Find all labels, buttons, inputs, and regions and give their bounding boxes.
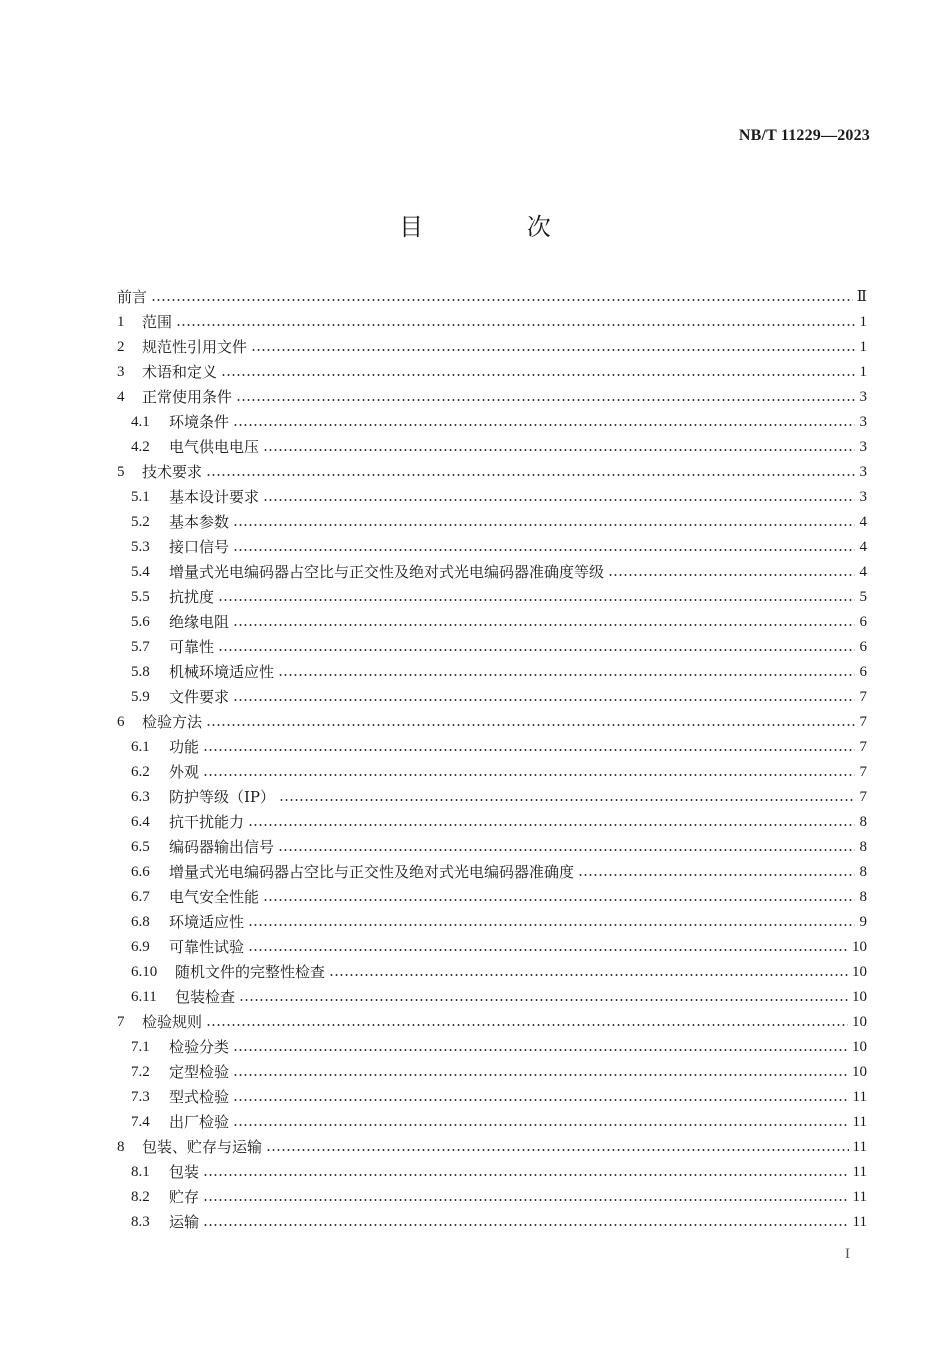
toc-entry-label: 贮存	[169, 1188, 200, 1206]
toc-entry-label: 定型检验	[169, 1063, 230, 1081]
toc-entry[interactable]	[117, 310, 867, 335]
toc-entry-number: 5	[117, 464, 125, 480]
toc-entry-label: 基本设计要求	[169, 488, 260, 506]
toc-entry[interactable]	[117, 1085, 867, 1110]
toc-entry[interactable]	[117, 1060, 867, 1085]
toc-entry-label: 检验分类	[169, 1038, 230, 1056]
toc-entry-number: 7.4	[131, 1114, 150, 1130]
toc-dot-leader	[203, 1199, 849, 1201]
toc-entry-label: 机械环境适应性	[169, 663, 275, 681]
toc-entry[interactable]	[117, 810, 867, 835]
toc-entry-page: 6	[859, 614, 867, 630]
toc-dot-leader	[233, 1049, 848, 1051]
toc-dot-leader	[251, 349, 855, 351]
toc-entry[interactable]	[117, 860, 867, 885]
toc-entry[interactable]	[117, 635, 867, 660]
toc-entry-label: 功能	[169, 738, 200, 756]
toc-entry[interactable]	[117, 1135, 867, 1160]
toc-entry[interactable]	[117, 535, 867, 560]
toc-entry-page: 4	[859, 539, 867, 555]
toc-entry-label: 电气供电电压	[169, 438, 260, 456]
toc-entry-number: 6.3	[131, 789, 150, 805]
toc-entry-page: 6	[859, 639, 867, 655]
toc-entry-page: 10	[852, 1064, 867, 1080]
toc-entry-number: 8.3	[131, 1214, 150, 1230]
toc-entry-page: 1	[859, 314, 867, 330]
toc-entry-number: 6.4	[131, 814, 150, 830]
toc-entry-label: 包装、贮存与运输	[142, 1138, 263, 1156]
toc-entry[interactable]	[117, 885, 867, 910]
toc-dot-leader	[221, 374, 855, 376]
toc-dot-leader	[279, 799, 855, 801]
toc-entry-page: 4	[859, 564, 867, 580]
toc-entry-page: 11	[852, 1089, 867, 1105]
toc-entry-page: 11	[852, 1189, 867, 1205]
toc-entry-number: 7	[117, 1014, 125, 1030]
toc-entry-page: 9	[859, 914, 867, 930]
toc-entry-number: 5.9	[131, 689, 150, 705]
toc-entry[interactable]	[117, 785, 867, 810]
toc-dot-leader	[266, 1149, 849, 1151]
toc-entry-label: 运输	[169, 1213, 200, 1231]
toc-entry[interactable]	[117, 1110, 867, 1135]
toc-entry-page: 3	[859, 439, 867, 455]
toc-dot-leader	[263, 449, 855, 451]
toc-entry[interactable]	[117, 410, 867, 435]
toc-entry-number: 4.1	[131, 414, 150, 430]
toc-entry-number: 5.4	[131, 564, 150, 580]
toc-dot-leader	[233, 1124, 849, 1126]
toc-dot-leader	[206, 724, 855, 726]
toc-entry-number: 5.3	[131, 539, 150, 555]
toc-entry-page: Ⅱ	[856, 289, 867, 305]
toc-entry[interactable]	[117, 460, 867, 485]
toc-entry[interactable]	[117, 610, 867, 635]
toc-dot-leader	[263, 899, 855, 901]
toc-entry-label: 绝缘电阻	[169, 613, 230, 631]
toc-entry-page: 8	[859, 889, 867, 905]
toc-entry[interactable]	[117, 560, 867, 585]
toc-entry-page: 1	[859, 364, 867, 380]
toc-entry-label: 检验规则	[142, 1013, 203, 1031]
toc-dot-leader	[578, 874, 855, 876]
toc-entry[interactable]	[117, 685, 867, 710]
toc-entry-number: 6.8	[131, 914, 150, 930]
toc-dot-leader	[233, 1074, 848, 1076]
toc-entry-label: 增量式光电编码器占空比与正交性及绝对式光电编码器准确度等级	[169, 563, 605, 581]
toc-entry-label: 可靠性	[169, 638, 215, 656]
toc-entry-label: 出厂检验	[169, 1113, 230, 1131]
toc-dot-leader	[236, 399, 855, 401]
toc-entry-label: 随机文件的完整性检查	[175, 963, 326, 981]
toc-entry[interactable]	[117, 960, 867, 985]
toc-entry-page: 7	[859, 689, 867, 705]
toc-entry[interactable]	[117, 760, 867, 785]
toc-dot-leader	[233, 1099, 849, 1101]
toc-entry-number: 6	[117, 714, 125, 730]
toc-entry-number: 7.1	[131, 1039, 150, 1055]
toc-entry-number: 6.6	[131, 864, 150, 880]
toc-entry-page: 8	[859, 814, 867, 830]
toc-dot-leader	[233, 524, 855, 526]
toc-dot-leader	[203, 749, 855, 751]
toc-entry-label: 环境条件	[169, 413, 230, 431]
toc-entry[interactable]	[117, 335, 867, 360]
toc-entry-label: 编码器输出信号	[169, 838, 275, 856]
toc-entry-page: 3	[859, 489, 867, 505]
toc-entry-number: 5.2	[131, 514, 150, 530]
toc-entry-label: 范围	[142, 313, 173, 331]
toc-entry[interactable]	[117, 710, 867, 735]
toc-entry-label: 前言	[117, 288, 148, 306]
toc-entry-number: 5.1	[131, 489, 150, 505]
toc-entry-label: 文件要求	[169, 688, 230, 706]
toc-dot-leader	[233, 424, 855, 426]
toc-entry-label: 包装	[169, 1163, 200, 1181]
toc-dot-leader	[248, 949, 848, 951]
toc-entry-page: 10	[852, 989, 867, 1005]
toc-dot-leader	[206, 1024, 848, 1026]
toc-entry[interactable]	[117, 385, 867, 410]
toc-dot-leader	[218, 599, 855, 601]
toc-entry-page: 11	[852, 1114, 867, 1130]
toc-entry-number: 6.9	[131, 939, 150, 955]
toc-dot-leader	[176, 324, 855, 326]
toc-entry-page: 11	[852, 1164, 867, 1180]
toc-entry-page: 11	[852, 1214, 867, 1230]
toc-entry-number: 6.10	[131, 964, 158, 980]
toc-entry-page: 10	[852, 1039, 867, 1055]
toc-entry-page: 5	[859, 589, 867, 605]
toc-entry[interactable]	[117, 510, 867, 535]
toc-entry-page: 10	[852, 964, 867, 980]
toc-entry[interactable]	[117, 1210, 867, 1235]
standard-number: NB/T 11229—2023	[738, 127, 870, 144]
toc-entry-label: 正常使用条件	[142, 388, 233, 406]
toc-entry-page: 3	[859, 414, 867, 430]
toc-entry-number: 6.1	[131, 739, 150, 755]
page-title: 目 次	[399, 213, 599, 241]
toc-entry-number: 5.8	[131, 664, 150, 680]
toc-dot-leader	[203, 774, 855, 776]
toc-entry-label: 术语和定义	[142, 363, 218, 381]
toc-entry-label: 环境适应性	[169, 913, 245, 931]
toc-entry-page: 7	[859, 789, 867, 805]
toc-entry[interactable]	[117, 585, 867, 610]
toc-entry[interactable]	[117, 985, 867, 1010]
toc-dot-leader	[151, 299, 853, 301]
toc-dot-leader	[608, 574, 855, 576]
toc-dot-leader	[329, 974, 848, 976]
toc-entry-page: 1	[859, 339, 867, 355]
toc-entry-label: 技术要求	[142, 463, 203, 481]
toc-entry-label: 电气安全性能	[169, 888, 260, 906]
toc-entry[interactable]	[117, 360, 867, 385]
toc-entry[interactable]	[117, 435, 867, 460]
toc-entry-number: 7.3	[131, 1089, 150, 1105]
toc-entry-page: 6	[859, 664, 867, 680]
toc-entry[interactable]	[117, 735, 867, 760]
toc-entry-label: 抗扰度	[169, 588, 215, 606]
toc-entry-number: 4.2	[131, 439, 150, 455]
toc-entry-number: 4	[117, 389, 125, 405]
toc-dot-leader	[248, 824, 855, 826]
toc-entry-label: 包装检查	[175, 988, 236, 1006]
toc-entry-number: 6.7	[131, 889, 150, 905]
toc-entry-page: 8	[859, 839, 867, 855]
toc-entry-label: 检验方法	[142, 713, 203, 731]
toc-entry-label: 接口信号	[169, 538, 230, 556]
toc-entry-page: 7	[859, 764, 867, 780]
toc-entry-page: 7	[859, 739, 867, 755]
toc-entry[interactable]	[117, 1010, 867, 1035]
toc-entry[interactable]	[117, 935, 867, 960]
toc-entry-label: 可靠性试验	[169, 938, 245, 956]
toc-entry[interactable]	[117, 910, 867, 935]
toc-entry-page: 3	[859, 389, 867, 405]
toc-entry-page: 7	[859, 714, 867, 730]
toc-dot-leader	[278, 849, 855, 851]
toc-entry-page: 11	[852, 1139, 867, 1155]
toc-entry[interactable]	[117, 1160, 867, 1185]
toc-dot-leader	[233, 699, 855, 701]
toc-dot-leader	[239, 999, 848, 1001]
toc-entry-number: 7.2	[131, 1064, 150, 1080]
toc-entry-number: 5.7	[131, 639, 150, 655]
toc-entry-number: 8.1	[131, 1164, 150, 1180]
toc-entry-page: 3	[859, 464, 867, 480]
toc-entry[interactable]	[117, 285, 867, 310]
toc-entry-number: 8	[117, 1139, 125, 1155]
toc-dot-leader	[233, 549, 855, 551]
toc-dot-leader	[218, 649, 855, 651]
toc-entry-number: 8.2	[131, 1189, 150, 1205]
toc-dot-leader	[263, 499, 855, 501]
page-number: I	[845, 1246, 850, 1262]
toc-entry[interactable]	[117, 1185, 867, 1210]
toc-entry-label: 基本参数	[169, 513, 230, 531]
toc-entry-page: 10	[852, 1014, 867, 1030]
toc-dot-leader	[248, 924, 855, 926]
toc-entry-label: 外观	[169, 763, 200, 781]
toc-entry-label: 型式检验	[169, 1088, 230, 1106]
toc-entry-label: 规范性引用文件	[142, 338, 248, 356]
toc-entry-label: 防护等级（IP）	[169, 788, 276, 806]
toc-entry[interactable]	[117, 660, 867, 685]
table-of-contents	[117, 285, 867, 1235]
toc-dot-leader	[203, 1174, 849, 1176]
toc-entry-page: 10	[852, 939, 867, 955]
toc-entry-number: 6.2	[131, 764, 150, 780]
toc-entry-label: 增量式光电编码器占空比与正交性及绝对式光电编码器准确度	[169, 863, 575, 881]
toc-entry-number: 5.5	[131, 589, 150, 605]
toc-dot-leader	[233, 624, 855, 626]
toc-entry-number: 2	[117, 339, 125, 355]
toc-entry-number: 3	[117, 364, 125, 380]
toc-entry-number: 6.5	[131, 839, 150, 855]
toc-entry-page: 8	[859, 864, 867, 880]
toc-dot-leader	[206, 474, 855, 476]
toc-dot-leader	[203, 1224, 849, 1226]
toc-entry-number: 5.6	[131, 614, 150, 630]
toc-entry-label: 抗干扰能力	[169, 813, 245, 831]
toc-entry-number: 1	[117, 314, 125, 330]
toc-entry-page: 4	[859, 514, 867, 530]
toc-entry[interactable]	[117, 1035, 867, 1060]
toc-dot-leader	[278, 674, 855, 676]
toc-entry[interactable]	[117, 835, 867, 860]
toc-entry-number: 6.11	[131, 989, 157, 1005]
toc-entry[interactable]	[117, 485, 867, 510]
